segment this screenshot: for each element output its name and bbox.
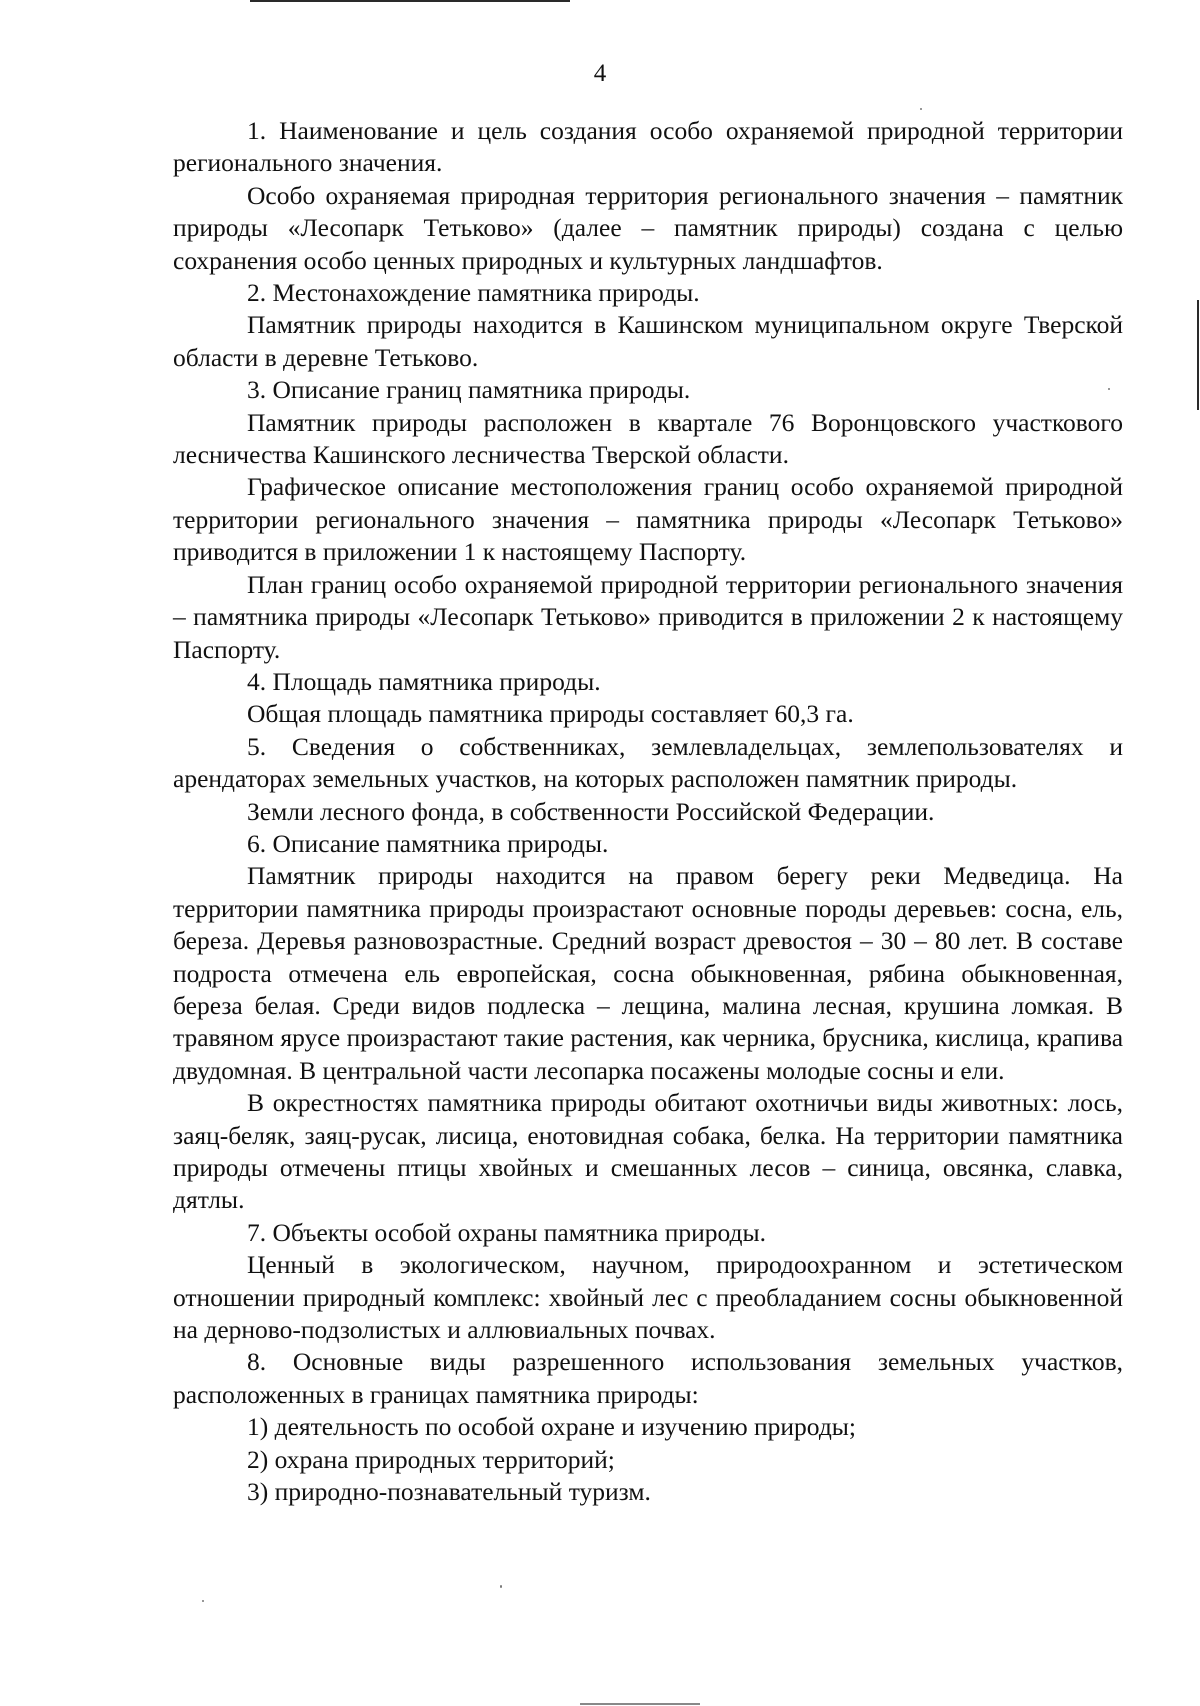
heading-permitted-use: 8. Основные виды разрешенного использования земельных участков, расположенных в границах памятника природы: xyxy=(173,1347,1123,1409)
heading-boundaries: 3. Описание границ памятника природы. xyxy=(247,375,691,405)
list-item: 1) деятельность по особой охране и изучению природы; xyxy=(247,1412,857,1442)
heading-name-and-purpose: 1. Наименование и цель создания особо охраняемой природной территории регионального значения. xyxy=(173,116,1123,178)
paragraph-flora: Памятник природы находится на правом берегу реки Медведица. На территории памятника природы произрастают основные породы деревьев: сосна, ель, береза. Деревья разновозрастные. Средний возраст древостоя – 30 – 80 лет. В составе подроста отмечена ель европейская, сосна обыкновенная, рябина обыкновенная, береза белая. Среди видов подлеска – лещина, малина лесная, крушина ломкая. В травяном ярусе произрастают такие растения, как черника, брусника, кислица, крапива двудомная. В центральной части лесопарка посажены молодые сосны и ели. xyxy=(173,861,1124,1085)
scan-edge-right xyxy=(1197,300,1199,410)
scan-speck xyxy=(920,108,922,110)
list-item: 3) природно-познавательный туризм. xyxy=(247,1477,651,1507)
paragraph-graphic-description: Графическое описание местоположения границ особо охраняемой природной территории регионального значения – памятника природы «Лесопарк Тетьково» приводится в приложении 1 к настоящему Паспорту. xyxy=(173,472,1123,567)
heading-protected-objects: 7. Объекты особой охраны памятника природы. xyxy=(247,1217,767,1247)
heading-description: 6. Описание памятника природы. xyxy=(247,828,609,858)
scan-edge-top xyxy=(250,0,570,2)
scan-speck xyxy=(500,1585,502,1588)
paragraph-owners: Земли лесного фонда, в собственности Российской Федерации. xyxy=(247,796,935,826)
paragraph-boundary-plan: План границ особо охраняемой природной территории регионального значения – памятника природы «Лесопарк Тетьково» приводится в приложении 2 к настоящему Паспорту. xyxy=(173,569,1123,664)
scan-speck xyxy=(202,1600,204,1602)
list-item: 2) охрана природных территорий; xyxy=(247,1444,615,1474)
paragraph-area: Общая площадь памятника природы составляет 60,3 га. xyxy=(247,699,854,729)
paragraph-location: Памятник природы находится в Кашинском муниципальном округе Тверской области в деревне Тетьково. xyxy=(173,310,1123,372)
scan-edge-bottom xyxy=(580,1703,700,1705)
paragraph-fauna: В окрестностях памятника природы обитают охотничьи виды животных: лось, заяц-беляк, заяц-русак, лисица, енотовидная собака, белка. На территории памятника природы отмечены птицы хвойных и смешанных лесов – синица, овсянка, славка, дятлы. xyxy=(173,1088,1123,1215)
heading-location: 2. Местонахождение памятника природы. xyxy=(247,278,700,308)
page-number: 4 xyxy=(593,60,607,87)
paragraph-protected-objects: Ценный в экологическом, научном, природоохранном и эстетическом отношении природный комплекс: хвойный лес с преобладанием сосны обыкновенной на дерново-подзолистых и аллювиальных почвах. xyxy=(173,1250,1123,1345)
heading-area: 4. Площадь памятника природы. xyxy=(247,666,601,696)
paragraph-boundaries: Памятник природы расположен в квартале 76 Воронцовского участкового лесничества Кашинского лесничества Тверской области. xyxy=(173,407,1123,470)
paragraph-purpose: Особо охраняемая природная территория регионального значения – памятник природы «Лесопарк Тетьково» (далее – памятник природы) создана с целью сохранения особо ценных природных и культурных ландшафтов. xyxy=(173,180,1123,275)
heading-owners: 5. Сведения о собственниках, землевладельцах, землепользователях и арендаторах земельных участков, на которых расположен памятник природы. xyxy=(173,731,1123,794)
document-body xyxy=(173,115,1123,1508)
